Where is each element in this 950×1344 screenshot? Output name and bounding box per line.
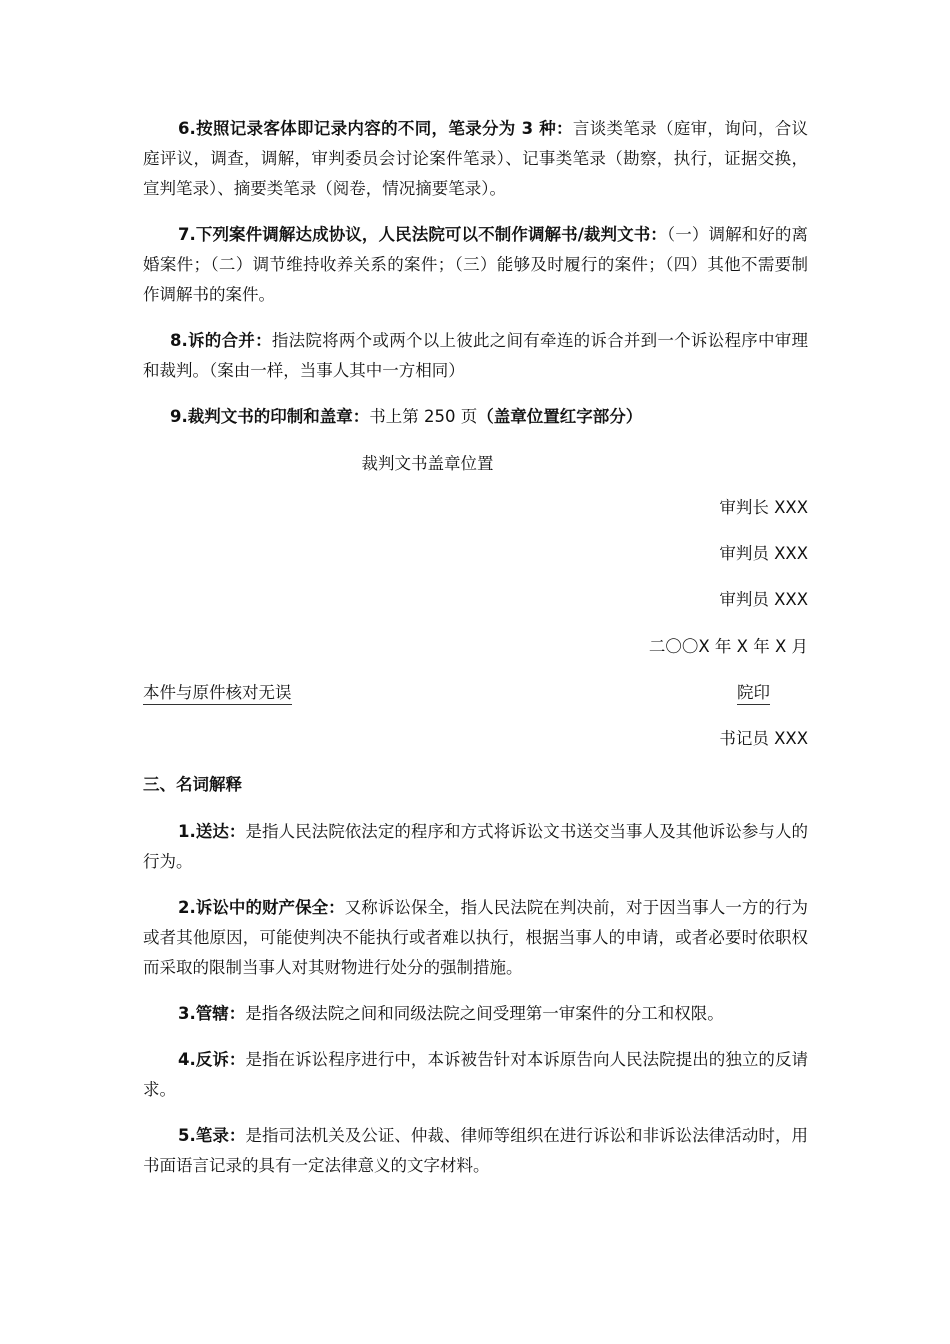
paragraph-6-body: 言谈类笔录（庭审，询问，合议庭评议，调查，调解，审判委员会讨论案件笔录）、记事类笔录（勘察，执行，证据交换，宣判笔录）、摘要类笔录（阅卷，情况摘要笔录）。 bbox=[143, 119, 809, 198]
term-1-lead: 1.送达： bbox=[178, 822, 246, 841]
term-1-body: 是指人民法院依法定的程序和方式将诉讼文书送交当事人及其他诉讼参与人的行为。 bbox=[143, 822, 809, 871]
term-5 bbox=[143, 1121, 808, 1181]
term-5-lead: 5.笔录： bbox=[178, 1126, 246, 1145]
judge-line-2: 审判员 XXX bbox=[719, 590, 808, 609]
verified-text: 本件与原件核对无误 bbox=[143, 683, 292, 705]
stamp-example-title: 裁判文书盖章位置 bbox=[361, 454, 494, 473]
terms-heading: 三、名词解释 bbox=[143, 775, 242, 794]
paragraph-7 bbox=[143, 220, 808, 310]
date-line: 二〇〇X 年 X 年 X 月 bbox=[648, 637, 808, 656]
judge-line-1: 审判员 XXX bbox=[719, 544, 808, 563]
verified-line bbox=[143, 678, 292, 708]
paragraph-7-lead: 7.下列案件调解达成协议，人民法院可以不制作调解书/裁判文书： bbox=[178, 225, 667, 244]
term-2 bbox=[143, 893, 808, 983]
paragraph-6-lead: 6.按照记录客体即记录内容的不同，笔录分为 3 种： bbox=[178, 119, 573, 138]
paragraph-7-body: （一）调解和好的离婚案件；（二）调节维持收养关系的案件；（三）能够及时履行的案件；（四）其他不需要制作调解书的案件。 bbox=[143, 225, 809, 304]
court-seal-line bbox=[737, 678, 770, 708]
paragraph-9 bbox=[143, 402, 808, 432]
paragraph-6 bbox=[143, 114, 808, 204]
term-2-body: 又称诉讼保全，指人民法院在判决前，对于因当事人一方的行为或者其他原因，可能使判决不能执行或者难以执行，根据当事人的申请，或者必要时依职权而采取的限制当事人对其财物进行处分的强制措施。 bbox=[143, 898, 809, 977]
paragraph-9-lead: 9.裁判文书的印制和盖章： bbox=[170, 407, 370, 426]
term-4-body: 是指在诉讼程序进行中，本诉被告针对本诉原告向人民法院提出的独立的反请求。 bbox=[143, 1050, 809, 1099]
paragraph-9-body: 书上第 250 页 bbox=[369, 407, 478, 426]
term-5-body: 是指司法机关及公证、仲裁、律师等组织在进行诉讼和非诉讼法律活动时，用书面语言记录的具有一定法律意义的文字材料。 bbox=[143, 1126, 809, 1175]
term-1 bbox=[143, 817, 808, 877]
paragraph-9-note: （盖章位置红字部分） bbox=[477, 407, 643, 426]
term-3-lead: 3.管辖： bbox=[178, 1004, 246, 1023]
chief-judge-line: 审判长 XXX bbox=[719, 498, 808, 517]
term-4 bbox=[143, 1045, 808, 1105]
clerk-line: 书记员 XXX bbox=[719, 729, 808, 748]
paragraph-8 bbox=[143, 326, 808, 386]
court-seal-text: 院印 bbox=[737, 683, 770, 705]
term-3 bbox=[143, 999, 808, 1029]
term-3-body: 是指各级法院之间和同级法院之间受理第一审案件的分工和权限。 bbox=[245, 1004, 724, 1023]
paragraph-8-lead: 8.诉的合并： bbox=[170, 331, 272, 350]
term-4-lead: 4.反诉： bbox=[178, 1050, 246, 1069]
paragraph-8-body: 指法院将两个或两个以上彼此之间有牵连的诉合并到一个诉讼程序中审理和裁判。（案由一样，当事人其中一方相同） bbox=[143, 331, 809, 380]
term-2-lead: 2.诉讼中的财产保全： bbox=[178, 898, 345, 917]
